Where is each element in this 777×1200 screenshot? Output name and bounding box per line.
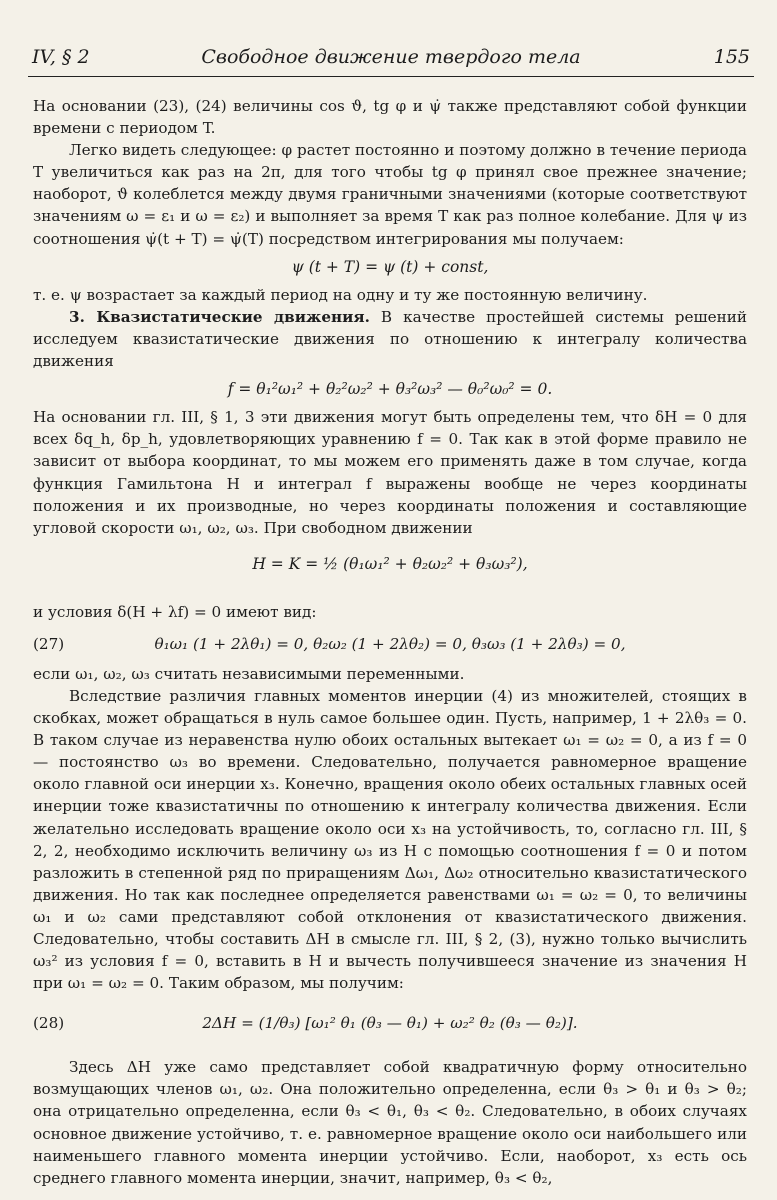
equation-f: f = θ₁²ω₁² + θ₂²ω₂² + θ₃²ω₃² — θ₀²ω₀² = 0. (227, 380, 553, 399)
paragraph-8: Вследствие различия главных моментов инерции (4) из множителей, стоящих в скобках, может обращаться в нуль самое большее один. Пусть, например, 1 + 2λθ₃ = 0. В таком случае из неравенства нулю обоих остальных вытекает ω₁ = ω₂ = 0, а из f = 0 — постоянство ω₃ во времени. Следовательно, получается равномерное вращение около главной оси инерции x₃. Конечно, вращения около обеих остальных главных осей инерции тоже квазистатичны по отношению к интегралу количества движения. Если желательно исследовать вращение около оси x₃ на устойчивость, то, согласно гл. III, § 2, 2, необходимо исключить величину ω₃ из H с помощью соотношения f = 0 и потом разложить в степенной ряд по приращениям Δω₁, Δω₂ относительно квазистатического движения. Но так как последнее определяется равенствами ω₁ = ω₂ = 0, то величины ω₁ и ω₂ сами представляют собой отклонения от квазистатического движения. Следовательно, чтобы составить ΔH в смысле гл. III, § 2, (3), нужно только вычислить ω₃² из условия f = 0, вставить в H и вычесть получившееся значение из значения H при ω₁ = ω₂ = 0. Таким образом, мы получим: (33, 686, 747, 993)
paragraph-5: На основании гл. III, § 1, 3 эти движения могут быть определены тем, что δH = 0 для всех δq_h, δp_h, удовлетворяющих уравнению f = 0. Так как в этой форме правило не зависит от выбора координат, то мы можем его применять даже в том случае, когда функция Гамильтона H и интеграл f выражены вообще не через координаты положения и их производные, но через координаты положения и составляющие угловой скорости ω₁, ω₂, ω₃. При свободном движении (33, 408, 747, 537)
equation-28-number: (28) (33, 1014, 65, 1033)
paragraph-4-text: В качестве простейшей системы решений исследуем квазистатические движения по отношению к интегралу количества движения (33, 307, 747, 371)
header-title: Свободное движение твердого тела (201, 46, 581, 68)
equation-27-body: θ₁ω₁ (1 + 2λθ₁) = 0, θ₂ω₂ (1 + 2λθ₂) = 0, θ₃ω₃ (1 + 2λθ₃) = 0, (154, 634, 626, 653)
section-heading: 3. Квазистатические движения. (69, 307, 370, 326)
page-number: 155 (713, 46, 750, 68)
equation-27-number: (27) (33, 634, 65, 653)
equation-27 (33, 629, 747, 657)
equation-28-body: 2ΔH = (1/θ₃) [ω₁² θ₁ (θ₃ — θ₁) + ω₂² θ₂ (θ₃ — θ₂)]. (202, 1014, 578, 1033)
paragraph-6: и условия δ(H + λf) = 0 имеют вид: (33, 602, 317, 621)
paragraph-7: если ω₁, ω₂, ω₃ считать независимыми переменными. (33, 664, 465, 683)
paragraph-1: На основании (23), (24) величины cos ϑ, tg φ и ψ̇ также представляют собой функции времени с периодом T. (33, 97, 747, 138)
equation-28 (33, 1008, 747, 1042)
header-rule (28, 76, 754, 77)
paragraph-2: Легко видеть следующее: φ растет постоянно и поэтому должно в течение периода T увеличиться как раз на 2π, для того чтобы tg φ принял свое прежнее значение; наоборот, ϑ колеблется между двумя граничными значениями (которые соответствуют значениям ω = ε₁ и ω = ε₂) и выполняет за время T как раз полное колебание. Для ψ из соотношения ψ̇(t + T) = ψ̇(T) посредством интегрирования мы получаем: (33, 141, 747, 248)
equation-hamiltonian: H = K = ½ (θ₁ω₁² + θ₂ω₂² + θ₃ω₃²), (252, 554, 528, 573)
paragraph-4 (33, 306, 747, 372)
page-body (33, 95, 747, 1189)
running-header (28, 44, 754, 72)
paragraph-9: Здесь ΔH уже само представляет собой квадратичную форму относительно возмущающих членов ω₁, ω₂. Она положительно определенна, если θ₃ > θ₁ и θ₃ > θ₂; она отрицательно определенна, если θ₃ < θ₁, θ₃ < θ₂. Следовательно, в обоих случаях основное движение устойчиво, т. е. равномерное вращение около оси наибольшего или наименьшего главного момента инерции устойчиво. Если, наоборот, x₃ есть ось среднего главного момента инерции, значит, например, θ₃ < θ₂, (33, 1058, 747, 1187)
header-section: IV, § 2 (32, 46, 90, 68)
equation-psi: ψ (t + T) = ψ (t) + const, (291, 257, 489, 276)
paragraph-3: т. е. ψ возрастает за каждый период на одну и ту же постоянную величину. (33, 285, 648, 304)
